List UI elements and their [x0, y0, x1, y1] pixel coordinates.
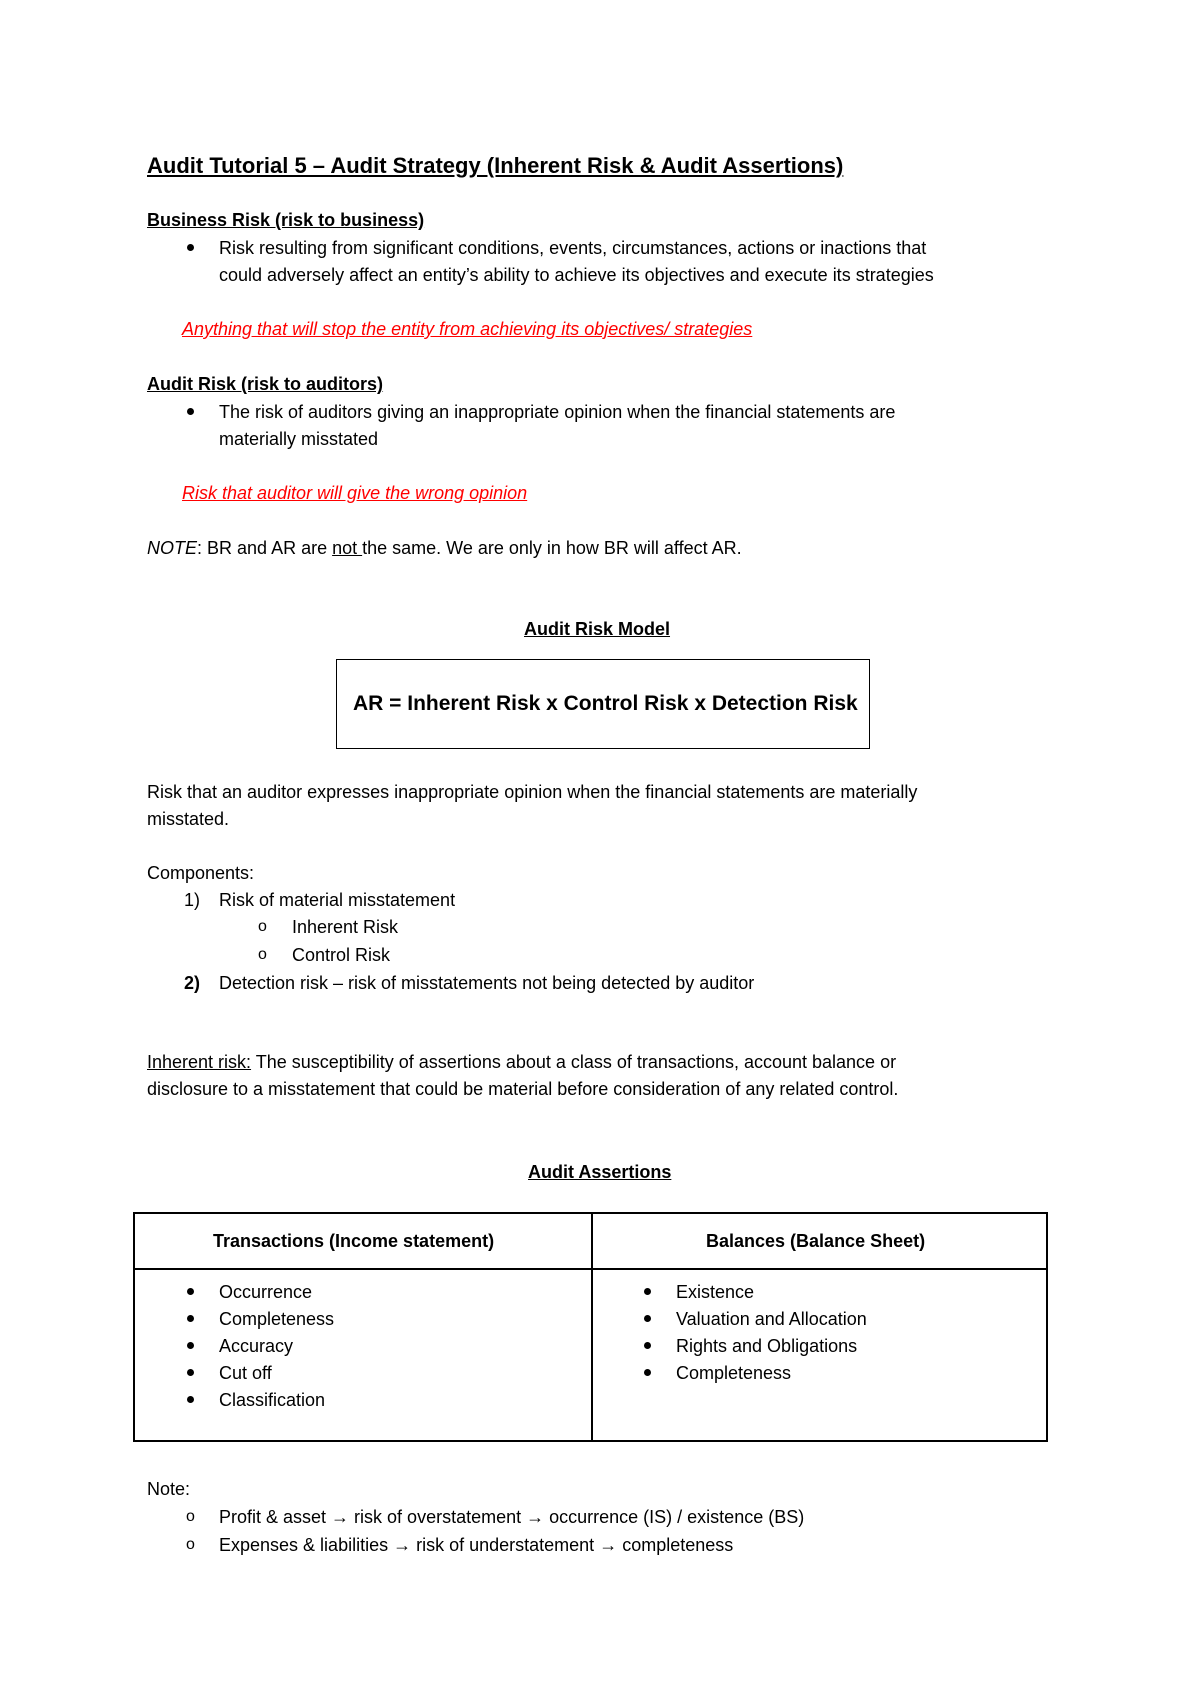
component-2-number: 2): [184, 973, 201, 993]
note-line: [147, 537, 742, 559]
component-1-text: Risk of material misstatement: [219, 890, 456, 910]
component-1-number: 1): [184, 890, 201, 910]
audit-risk-line2: materially misstated: [219, 429, 379, 449]
audit-risk-model-heading: Audit Risk Model: [524, 619, 671, 639]
audit-risk-line1: The risk of auditors giving an inappropriate opinion when the financial statements are: [219, 402, 896, 422]
table-header-balances: Balances (Balance Sheet): [706, 1231, 926, 1251]
arrow-right-icon: →: [526, 1507, 545, 1527]
sub-bullet-icon: o: [258, 946, 267, 963]
inherent-risk-line2: disclosure to a misstatement that could be material before consideration of any related control.: [147, 1079, 899, 1099]
arm-desc-line1: Risk that an auditor expresses inappropriate opinion when the financial statements are materially: [147, 782, 918, 802]
table-item: Completeness: [676, 1363, 792, 1383]
note-text: risk of overstatement: [349, 1507, 527, 1527]
audit-risk-heading: Audit Risk (risk to auditors): [147, 374, 384, 394]
bullet-icon: [187, 1342, 194, 1349]
table-header-divider: [135, 1268, 1046, 1270]
table-divider: [591, 1214, 593, 1440]
arm-desc-line2: misstated.: [147, 809, 230, 829]
bullet-icon: [644, 1315, 651, 1322]
sub-bullet-icon: o: [186, 1536, 195, 1553]
business-risk-note: Anything that will stop the entity from achieving its objectives/ strategies: [182, 319, 753, 339]
arrow-right-icon: →: [599, 1535, 618, 1555]
audit-risk-formula: AR = Inherent Risk x Control Risk x Detection Risk: [353, 692, 858, 715]
note-text: Profit & asset: [219, 1507, 332, 1527]
note-label: NOTE: [147, 538, 198, 558]
assertions-table: [133, 1212, 1048, 1442]
bullet-icon: [187, 244, 194, 251]
bullet-icon: [187, 1396, 194, 1403]
final-note-line1: [219, 1506, 804, 1528]
formula-box: [336, 659, 870, 749]
arrow-right-icon: →: [331, 1507, 350, 1527]
component-1-sub-1: Inherent Risk: [292, 917, 399, 937]
document-title: Audit Tutorial 5 – Audit Strategy (Inherent Risk & Audit Assertions): [147, 153, 844, 178]
note-part2: the same. We are only in how BR will affect AR.: [362, 538, 742, 558]
table-item: Completeness: [219, 1309, 335, 1329]
note-text: risk of understatement: [411, 1535, 600, 1555]
component-2-text: Detection risk – risk of misstatements not being detected by auditor: [219, 973, 755, 993]
bullet-icon: [187, 1288, 194, 1295]
business-risk-line1: Risk resulting from significant conditions, events, circumstances, actions or inactions that: [219, 238, 927, 258]
arrow-right-icon: →: [393, 1535, 412, 1555]
inherent-risk-line1: [147, 1051, 896, 1073]
components-label: Components:: [147, 863, 255, 883]
business-risk-line2: could adversely affect an entity’s ability to achieve its objectives and execute its strategies: [219, 265, 934, 285]
note-part1: : BR and AR are: [197, 538, 333, 558]
note-not: not: [332, 538, 363, 558]
table-item: Valuation and Allocation: [676, 1309, 867, 1329]
final-note-label: Note:: [147, 1479, 191, 1499]
inherent-risk-label: Inherent risk:: [147, 1052, 252, 1072]
component-1-sub-2: Control Risk: [292, 945, 391, 965]
table-item: Classification: [219, 1390, 326, 1410]
bullet-icon: [187, 1369, 194, 1376]
bullet-icon: [644, 1288, 651, 1295]
note-text: occurrence (IS) / existence (BS): [544, 1507, 805, 1527]
table-item: Rights and Obligations: [676, 1336, 858, 1356]
bullet-icon: [644, 1369, 651, 1376]
bullet-icon: [187, 408, 194, 415]
bullet-icon: [644, 1342, 651, 1349]
table-item: Occurrence: [219, 1282, 313, 1302]
note-text: completeness: [617, 1535, 734, 1555]
table-header-transactions: Transactions (Income statement): [213, 1231, 495, 1251]
sub-bullet-icon: o: [186, 1508, 195, 1525]
final-note-line2: [219, 1534, 733, 1556]
table-item: Existence: [676, 1282, 755, 1302]
audit-risk-note: Risk that auditor will give the wrong opinion: [182, 483, 528, 503]
note-text: Expenses & liabilities: [219, 1535, 394, 1555]
business-risk-heading: Business Risk (risk to business): [147, 210, 425, 230]
audit-assertions-heading: Audit Assertions: [528, 1162, 672, 1182]
inherent-risk-text1: The susceptibility of assertions about a class of transactions, account balance or: [251, 1052, 897, 1072]
table-item: Accuracy: [219, 1336, 294, 1356]
sub-bullet-icon: o: [258, 918, 267, 935]
table-item: Cut off: [219, 1363, 272, 1383]
bullet-icon: [187, 1315, 194, 1322]
